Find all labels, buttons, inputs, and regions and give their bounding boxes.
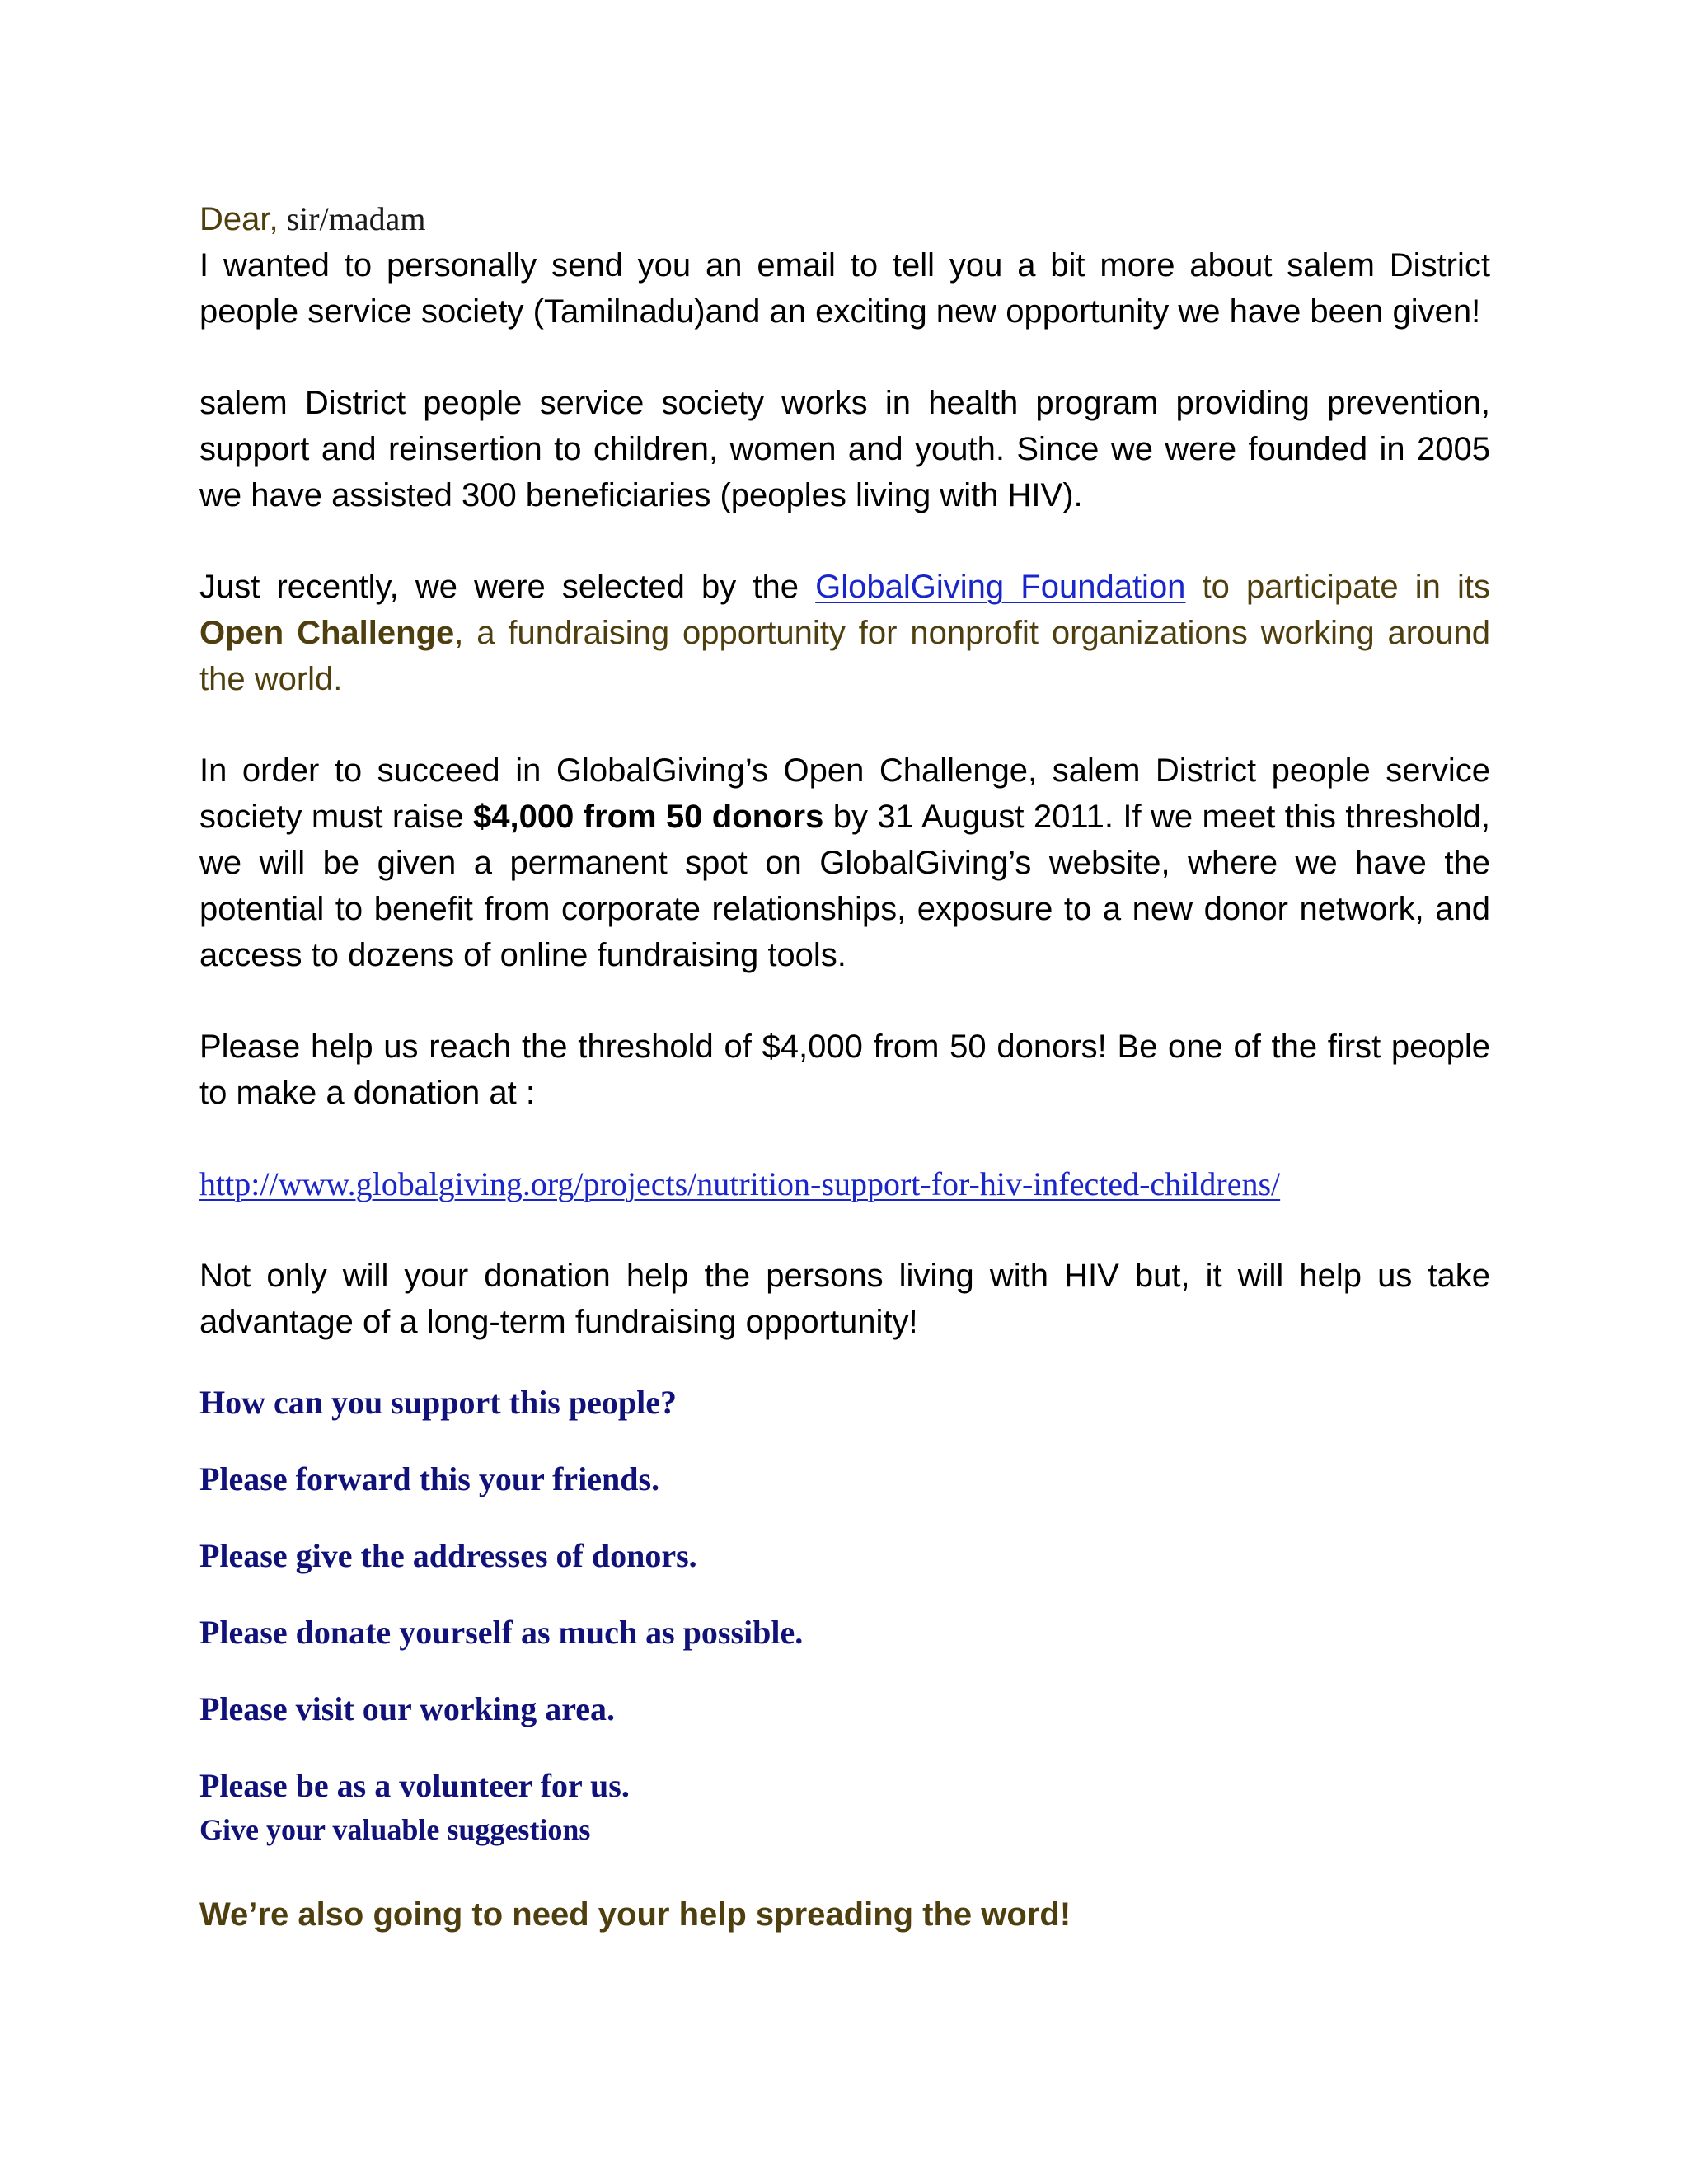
about-paragraph: salem District people service society works in health program providing prevention, support and reinsertion to children, women and youth. Since we were founded in 2005 we have assisted 300 beneficiaries (peoples living with HIV). [199, 385, 1490, 513]
support-item: Please be as a volunteer for us. [199, 1767, 630, 1804]
support-heading: How can you support this people? [199, 1384, 677, 1421]
donation-url-paragraph [199, 1161, 1490, 1207]
open-challenge-bold: Open Challenge [199, 615, 455, 651]
selection-paragraph [199, 564, 1490, 702]
suggestions-line: Give your valuable suggestions [199, 1813, 591, 1846]
request-paragraph: Please help us reach the threshold of $4,000 from 50 donors! Be one of the first people to make a donation at : [199, 1029, 1490, 1111]
letter-body [199, 196, 1490, 1938]
donation-url-link[interactable]: http://www.globalgiving.org/projects/nutrition-support-for-hiv-infected-childrens/ [199, 1165, 1281, 1202]
challenge-paragraph [199, 748, 1490, 978]
selection-tail: , a fundraising opportunity for nonprofit organizations working around the world. [199, 615, 1491, 697]
support-item: Please visit our working area. [199, 1690, 616, 1727]
greeting-salutation: sir/madam [278, 200, 426, 237]
intro-paragraph: I wanted to personally send you an email to tell you a bit more about salem District people service society (Tamilnadu)and an exciting new opportunity we have been given! [199, 247, 1490, 330]
selection-lead: Just recently, we were selected by the [199, 569, 816, 605]
support-item: Please donate yourself as much as possible. [199, 1614, 804, 1651]
challenge-lead: In order to succeed in GlobalGiving’s Open Challenge, salem District people service society must raise [199, 752, 1490, 835]
benefit-paragraph: Not only will your donation help the persons living with HIV but, it will help us take advantage of a long-term fundraising opportunity! [199, 1258, 1490, 1340]
greeting [199, 196, 1490, 242]
support-item: Please give the addresses of donors. [199, 1537, 697, 1574]
challenge-tail: by 31 August 2011. If we meet this threshold, we will be given a permanent spot on GlobalGiving’s website, where we have the potential to benefit from corporate relationships, exposure to a new donor network, and access to dozens of online fundraising tools. [199, 799, 1491, 973]
selection-middle: to participate in its [1185, 569, 1490, 605]
fundraising-goal: $4,000 from 50 donors [472, 799, 824, 835]
greeting-dear: Dear, [199, 201, 279, 237]
closing-line: We’re also going to need your help spreading the word! [199, 1896, 1071, 1933]
globalgiving-foundation-link[interactable]: GlobalGiving Foundation [815, 569, 1186, 605]
support-item: Please forward this your friends. [199, 1460, 660, 1497]
